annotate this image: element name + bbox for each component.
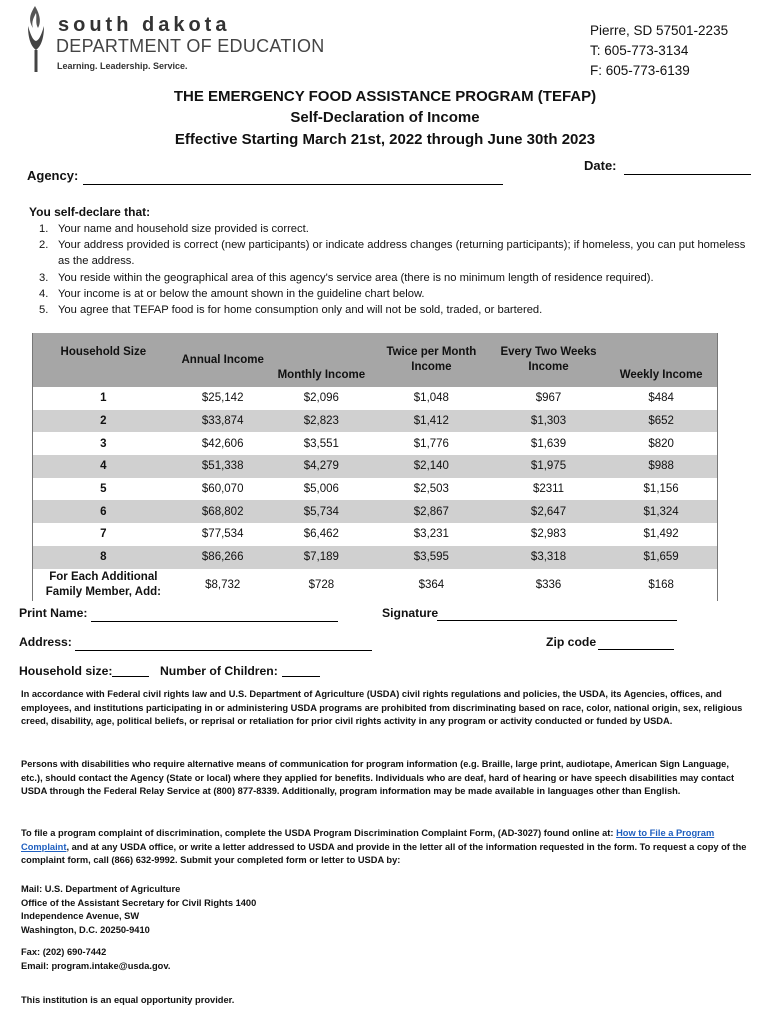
col-every-two-weeks: Every Two Weeks Income xyxy=(492,333,606,387)
table-cell: $77,534 xyxy=(201,528,244,541)
table-cell: $5,734 xyxy=(272,500,371,523)
household-size-label: Household size: xyxy=(19,664,113,678)
table-cell: $2,983 xyxy=(530,528,567,541)
table-cell: $8,732 xyxy=(205,578,241,591)
equal-opportunity-statement: This institution is an equal opportunity provider. xyxy=(21,995,235,1005)
item-text: Your address provided is correct (new participants) or indicate address changes (returning participants); if homeless, you can put homeless as the address. xyxy=(58,239,746,268)
org-name-line1: south dakota xyxy=(58,14,231,36)
table-cell: $1,156 xyxy=(643,483,679,496)
table-cell: $51,338 xyxy=(174,455,272,478)
zip-label: Zip code xyxy=(546,635,597,649)
table-row xyxy=(33,432,718,455)
table-cell: $7,189 xyxy=(272,546,371,569)
table-cell: $364 xyxy=(418,578,445,591)
print-name-field[interactable] xyxy=(91,621,338,622)
list-item xyxy=(29,237,759,269)
table-cell: $2311 xyxy=(532,483,565,496)
disability-paragraph: Persons with disabilities who require alternative means of communication for program information (e.g. Braille, large print, audiotape, American Sign Language, etc.), should contact the Agency (State or local) where they applied for benefits. Individuals who are deaf, hard of hearing or have speech disabilities may contact USDA through the Federal Relay Service at (800) 877-8339. Additionally, program information may be made available in languages other than English. xyxy=(21,759,735,796)
col-annual-income: Annual Income xyxy=(174,333,272,387)
org-name-line2: DEPARTMENT OF EDUCATION xyxy=(56,36,325,56)
list-item xyxy=(29,270,759,286)
table-cell: $1,048 xyxy=(413,392,449,405)
declaration-list xyxy=(29,221,759,318)
org-tagline: Learning. Leadership. Service. xyxy=(57,61,188,71)
table-cell: $2,867 xyxy=(371,500,492,523)
table-cell: $1,324 xyxy=(605,500,717,523)
table-cell: $2,503 xyxy=(413,483,449,496)
table-cell: $336 xyxy=(535,578,562,591)
table-cell: 1 xyxy=(100,392,107,405)
table-cell: $3,595 xyxy=(371,546,492,569)
table-cell: $4,279 xyxy=(272,455,371,478)
table-row-additional xyxy=(33,569,718,601)
table-cell: $2,647 xyxy=(492,500,606,523)
table-cell: $42,606 xyxy=(201,437,244,450)
table-cell: $60,070 xyxy=(201,483,244,496)
complaint-paragraph xyxy=(21,827,751,868)
table-row xyxy=(33,500,718,523)
table-cell: $1,303 xyxy=(492,410,606,433)
table-cell: $652 xyxy=(605,410,717,433)
table-cell: $484 xyxy=(648,392,674,405)
table-row xyxy=(33,478,718,501)
table-cell: $1,639 xyxy=(530,437,567,450)
table-cell: 4 xyxy=(33,455,174,478)
item-number: 3. xyxy=(39,271,49,284)
table-cell: $68,802 xyxy=(174,500,272,523)
table-cell: 2 xyxy=(33,410,174,433)
item-number: 2. xyxy=(39,239,49,252)
date-label: Date: xyxy=(584,158,617,173)
mail-line: Office of the Assistant Secretary for Civil Rights 1400 xyxy=(21,897,257,908)
children-label: Number of Children: xyxy=(160,664,278,678)
list-item xyxy=(29,286,759,302)
col-household-size: Household Size xyxy=(33,333,174,387)
table-cell: $25,142 xyxy=(201,392,244,405)
table-cell: $168 xyxy=(648,578,674,591)
table-cell: $1,412 xyxy=(371,410,492,433)
table-header-row xyxy=(33,333,718,387)
complaint-text: To file a program complaint of discrimination, complete the USDA Program Discrimination Complaint Form, (AD-3027) found online at: xyxy=(21,828,617,838)
children-field[interactable] xyxy=(282,676,320,677)
table-cell: 3 xyxy=(100,437,107,450)
table-cell: $820 xyxy=(648,437,674,450)
col-monthly-income: Monthly Income xyxy=(272,333,371,387)
table-cell: $6,462 xyxy=(303,528,339,541)
item-text: Your name and household size provided is correct. xyxy=(58,223,309,235)
item-text: You reside within the geographical area of this agency's service area (there is no minimum length of residence required). xyxy=(58,271,654,284)
table-cell: $728 xyxy=(308,578,335,591)
agency-label: Agency: xyxy=(27,168,79,183)
table-cell: $2,823 xyxy=(272,410,371,433)
mail-line: Mail: U.S. Department of Agriculture xyxy=(21,884,181,894)
org-address xyxy=(590,21,728,81)
title-line3: Effective Starting March 21st, 2022 through June 30th 2023 xyxy=(174,131,596,148)
table-cell: $1,975 xyxy=(492,455,606,478)
complaint-text-after: , and at any USDA office, or write a letter addressed to USDA and provide in the letter all of the information requested in the form. To request a copy of the complaint form, call (866) 632-9992. Submit your completed form or letter to USDA by: xyxy=(21,841,747,865)
fax-line: Fax: (202) 690-7442 xyxy=(21,947,107,957)
table-row xyxy=(33,387,718,410)
address-phone: T: 605-773-3134 xyxy=(590,43,689,58)
zip-field[interactable] xyxy=(598,649,674,650)
table-cell: $2,140 xyxy=(371,455,492,478)
table-cell: $3,318 xyxy=(492,546,606,569)
item-number: 4. xyxy=(39,287,49,300)
item-number: 5. xyxy=(39,304,49,317)
item-text: You agree that TEFAP food is for home consumption only and will not be sold, traded, or bartered. xyxy=(58,304,543,317)
mail-line: Washington, D.C. 20250-9410 xyxy=(21,924,150,935)
list-item xyxy=(29,221,759,237)
table-cell: $1,659 xyxy=(605,546,717,569)
household-size-field[interactable] xyxy=(112,676,149,677)
torch-logo-icon xyxy=(24,4,48,74)
list-item xyxy=(29,302,759,318)
email-line: Email: program.intake@usda.gov. xyxy=(21,961,171,971)
address-fax: F: 605-773-6139 xyxy=(590,63,690,78)
table-cell: $967 xyxy=(535,392,562,405)
title-line1: THE EMERGENCY FOOD ASSISTANCE PROGRAM (TEFAP) xyxy=(173,88,597,105)
table-cell: $1,776 xyxy=(413,437,449,450)
table-row xyxy=(33,546,718,569)
address-field[interactable] xyxy=(75,650,372,651)
table-cell: $2,096 xyxy=(303,392,339,405)
table-cell: $3,231 xyxy=(413,528,449,541)
table-row xyxy=(33,410,718,433)
complaint-link[interactable]: How to File a Program Complaint xyxy=(21,828,715,852)
table-cell: $3,551 xyxy=(303,437,339,450)
income-guideline-table xyxy=(32,333,718,601)
date-field[interactable] xyxy=(624,174,751,175)
table-cell: 6 xyxy=(33,500,174,523)
table-cell: 8 xyxy=(33,546,174,569)
print-name-label: Print Name: xyxy=(19,606,88,620)
table-row xyxy=(33,455,718,478)
declaration-heading: You self-declare that: xyxy=(29,205,151,219)
item-number: 1. xyxy=(39,223,49,235)
table-cell: $5,006 xyxy=(303,483,339,496)
signature-label: Signature xyxy=(382,606,439,620)
table-cell: $33,874 xyxy=(174,410,272,433)
table-cell: $86,266 xyxy=(174,546,272,569)
table-cell: $1,492 xyxy=(643,528,679,541)
col-weekly-income: Weekly Income xyxy=(605,333,717,387)
table-cell: 7 xyxy=(100,528,107,541)
table-cell: $988 xyxy=(605,455,717,478)
additional-member-label: For Each Additional Family Member, Add: xyxy=(45,570,161,598)
address-label: Address: xyxy=(19,635,72,649)
item-text: Your income is at or below the amount shown in the guideline chart below. xyxy=(58,287,425,300)
mail-line: Independence Avenue, SW xyxy=(21,911,140,921)
nondiscrimination-paragraph: In accordance with Federal civil rights law and U.S. Department of Agriculture (USDA) civil rights regulations and policies, the USDA, its Agencies, offices, and employees, and institutions participating in or administering USDA programs are prohibited from discriminating based on race, color, national origin, sex, religious creed, disability, age, political beliefs, or reprisal or retaliation for prior civil rights activity in any program or activity conducted or funded by USDA. xyxy=(21,689,743,726)
table-row xyxy=(33,523,718,546)
signature-field[interactable] xyxy=(437,620,677,621)
mail-address xyxy=(21,883,751,937)
table-cell: 5 xyxy=(100,483,107,496)
col-twice-per-month: Twice per Month Income xyxy=(371,333,492,387)
address-city: Pierre, SD 57501-2235 xyxy=(590,23,729,38)
agency-field[interactable] xyxy=(83,184,503,185)
title-line2: Self-Declaration of Income xyxy=(290,109,480,126)
